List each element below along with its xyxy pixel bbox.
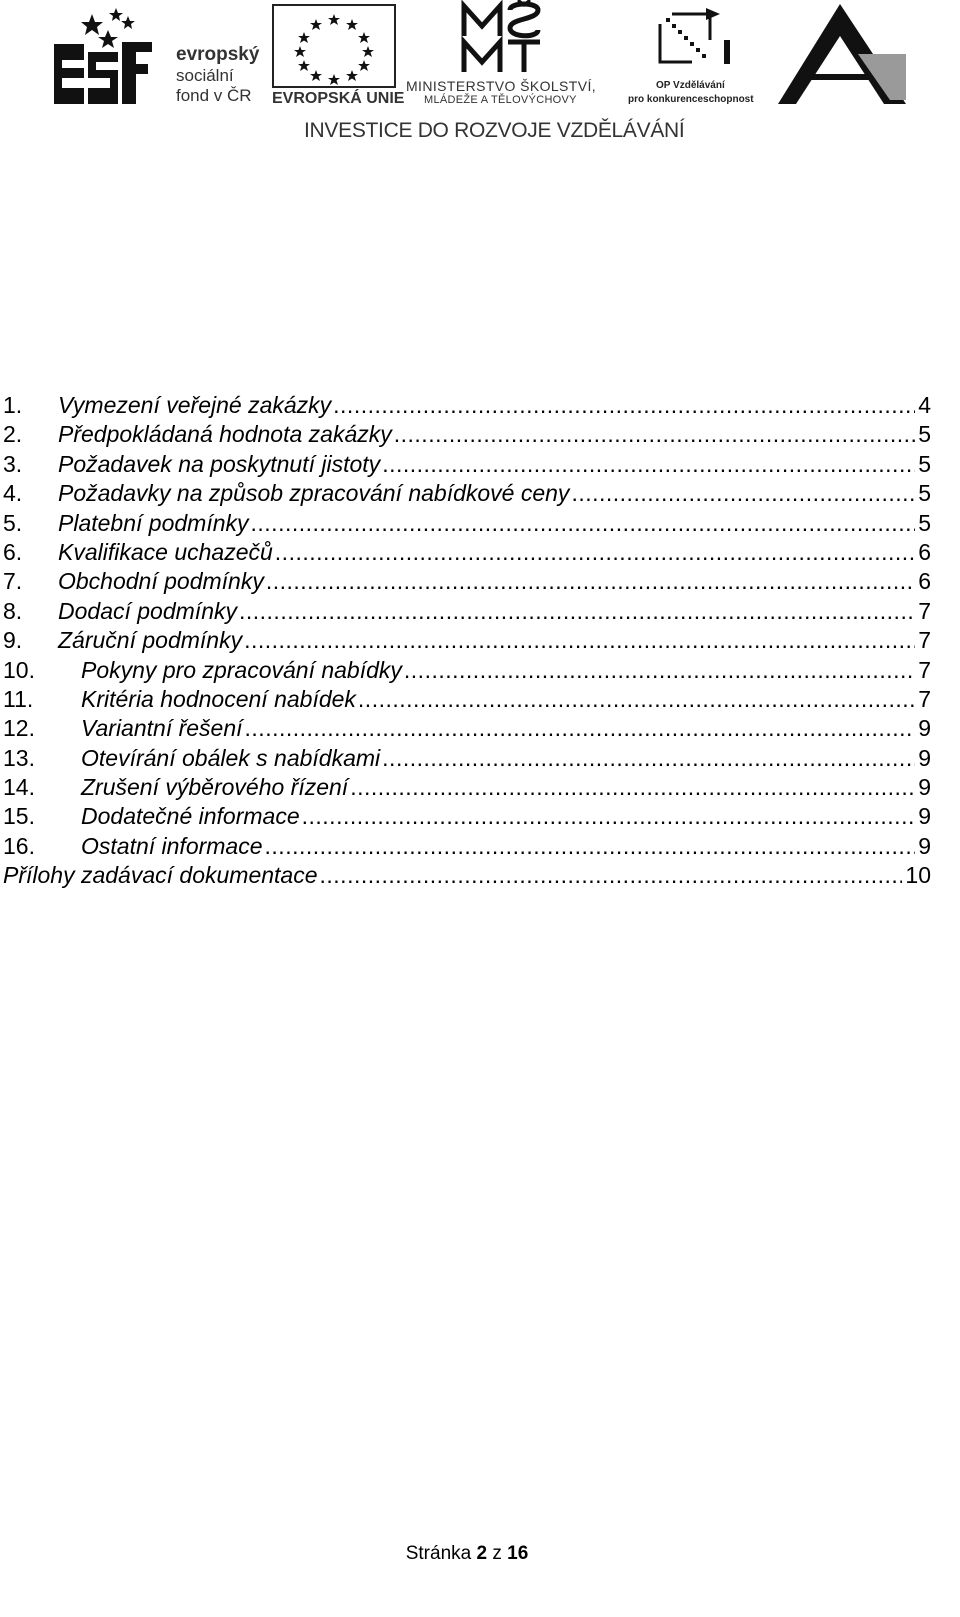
toc-entry-title: Dodatečné informace bbox=[81, 803, 300, 830]
toc-appendix-entry[interactable] bbox=[3, 861, 931, 890]
msmt-line2: MLÁDEŽE A TĚLOVÝCHOVY bbox=[424, 94, 577, 106]
op-mark-graphic bbox=[626, 0, 770, 80]
toc-entry-number: 15. bbox=[3, 803, 35, 830]
toc-dot-leader bbox=[350, 773, 915, 802]
toc-entry[interactable] bbox=[3, 450, 931, 479]
op-line2: pro konkurenceschopnost bbox=[628, 94, 754, 105]
toc-dot-leader bbox=[266, 567, 915, 596]
eu-flag-graphic bbox=[272, 4, 396, 88]
toc-entry[interactable] bbox=[3, 567, 931, 596]
toc-entry-title: Zrušení výběrového řízení bbox=[81, 774, 349, 801]
toc-entry-page: 9 bbox=[918, 744, 931, 771]
toc-entry-page: 9 bbox=[918, 803, 931, 830]
msmt-logo bbox=[406, 0, 620, 108]
toc-entry-number: 1. bbox=[3, 392, 23, 418]
toc-entry[interactable] bbox=[3, 714, 931, 743]
toc-entry-title: Přílohy zadávací dokumentace bbox=[3, 862, 318, 889]
toc-dot-leader bbox=[358, 685, 915, 714]
footer-page-label: Stránka bbox=[405, 1543, 472, 1564]
toc-entry-number: 13. bbox=[3, 744, 35, 771]
toc-entry-title: Obchodní podmínky bbox=[58, 568, 264, 595]
toc-entry[interactable] bbox=[3, 626, 931, 655]
esf-line3: fond v ČR bbox=[176, 86, 252, 105]
toc-entry-number: 2. bbox=[3, 421, 23, 448]
toc-dot-leader bbox=[265, 832, 916, 861]
toc-entry[interactable] bbox=[3, 685, 931, 714]
toc-entry-title: Platební podmínky bbox=[58, 509, 249, 536]
toc-entry[interactable] bbox=[3, 509, 931, 538]
toc-entry-title: Otevírání obálek s nabídkami bbox=[81, 744, 381, 771]
toc-dot-leader bbox=[251, 509, 916, 538]
toc-entry-title: Variantní řešení bbox=[81, 715, 243, 742]
msmt-line1: MINISTERSTVO ŠKOLSTVÍ, bbox=[406, 78, 597, 94]
toc-dot-leader bbox=[382, 744, 915, 773]
toc-entry-page: 6 bbox=[918, 568, 931, 595]
toc-entry[interactable] bbox=[3, 391, 931, 420]
toc-entry-number: 16. bbox=[3, 832, 35, 859]
toc-entry-page: 5 bbox=[918, 421, 931, 448]
eu-caption: EVROPSKÁ UNIE bbox=[272, 90, 405, 107]
page-footer bbox=[0, 1543, 934, 1565]
toc-entry[interactable] bbox=[3, 802, 931, 831]
triangle-logo bbox=[774, 0, 910, 108]
toc-entry-number: 7. bbox=[3, 568, 23, 595]
toc-entry[interactable] bbox=[3, 656, 931, 685]
toc-entry-title: Pokyny pro zpracování nabídky bbox=[81, 656, 402, 683]
toc-entry-page: 7 bbox=[918, 685, 931, 712]
toc-entry-number: 8. bbox=[3, 597, 23, 624]
esf-line2: sociální bbox=[176, 66, 234, 85]
toc-entry-title: Kritéria hodnocení nabídek bbox=[81, 685, 356, 712]
toc-entry[interactable] bbox=[3, 744, 931, 773]
toc-entry[interactable] bbox=[3, 832, 931, 861]
toc-entry[interactable] bbox=[3, 773, 931, 802]
toc-entry-page: 6 bbox=[918, 538, 931, 565]
toc-entry-title: Záruční podmínky bbox=[58, 627, 243, 654]
toc-dot-leader bbox=[382, 450, 915, 479]
toc-entry-title: Předpokládaná hodnota zakázky bbox=[58, 421, 392, 448]
investment-tagline: INVESTICE DO ROZVOJE VZDĚLÁVÁNÍ bbox=[304, 119, 685, 142]
toc-entry-number: 10. bbox=[3, 656, 35, 683]
esf-logo bbox=[52, 4, 264, 108]
toc-entry-title: Ostatní informace bbox=[81, 832, 263, 859]
triangle-mark-graphic bbox=[774, 0, 910, 108]
toc-entry-number: 3. bbox=[3, 450, 23, 477]
toc-dot-leader bbox=[275, 538, 915, 567]
toc-entry-number: 5. bbox=[3, 509, 23, 536]
toc-entry[interactable] bbox=[3, 420, 931, 449]
toc-entry[interactable] bbox=[3, 479, 931, 508]
toc-entry-page: 4 bbox=[918, 392, 931, 418]
toc-entry-page: 7 bbox=[918, 656, 931, 683]
table-of-contents bbox=[3, 391, 931, 891]
toc-entry-number: 4. bbox=[3, 480, 23, 507]
toc-dot-leader bbox=[320, 861, 903, 890]
toc-dot-leader bbox=[245, 714, 916, 743]
toc-dot-leader bbox=[239, 597, 915, 626]
toc-entry[interactable] bbox=[3, 597, 931, 626]
toc-entry-number: 12. bbox=[3, 715, 35, 742]
toc-dot-leader bbox=[244, 626, 915, 655]
toc-entry-number: 6. bbox=[3, 538, 23, 565]
toc-entry-page: 7 bbox=[918, 627, 931, 654]
toc-entry-page: 5 bbox=[918, 509, 931, 536]
toc-entry-page: 9 bbox=[918, 715, 931, 742]
toc-entry-title: Dodací podmínky bbox=[58, 597, 237, 624]
esf-line1: evropský bbox=[176, 44, 260, 65]
msmt-mark-graphic bbox=[406, 0, 620, 76]
toc-entry-page: 5 bbox=[918, 450, 931, 477]
toc-dot-leader bbox=[333, 391, 915, 420]
toc-entry-page: 9 bbox=[918, 774, 931, 801]
op-line1: OP Vzdělávání bbox=[656, 80, 725, 91]
toc-entry-page: 5 bbox=[918, 480, 931, 507]
toc-dot-leader bbox=[302, 802, 916, 831]
toc-dot-leader bbox=[571, 479, 915, 508]
footer-current-page: 2 bbox=[476, 1543, 488, 1564]
toc-entry[interactable] bbox=[3, 538, 931, 567]
toc-entry-page: 7 bbox=[918, 597, 931, 624]
toc-dot-leader bbox=[394, 420, 915, 449]
toc-entry-number: 14. bbox=[3, 774, 35, 801]
toc-entry-title: Kvalifikace uchazečů bbox=[58, 538, 273, 565]
eu-logo bbox=[272, 4, 405, 108]
logo-banner bbox=[0, 0, 960, 160]
toc-entry-page: 9 bbox=[918, 832, 931, 859]
toc-entry-title: Požadavek na poskytnutí jistoty bbox=[58, 450, 381, 477]
toc-entry-title: Požadavky na způsob zpracování nabídkové ceny bbox=[58, 480, 570, 507]
toc-entry-page: 10 bbox=[905, 862, 931, 889]
op-logo bbox=[626, 0, 770, 108]
toc-dot-leader bbox=[404, 656, 915, 685]
toc-entry-title: Vymezení veřejné zakázky bbox=[58, 392, 332, 418]
toc-entry-number: 11. bbox=[3, 685, 34, 712]
footer-total-pages: 16 bbox=[507, 1543, 529, 1564]
footer-of-label: z bbox=[492, 1543, 502, 1564]
toc-entry-number: 9. bbox=[3, 627, 23, 654]
